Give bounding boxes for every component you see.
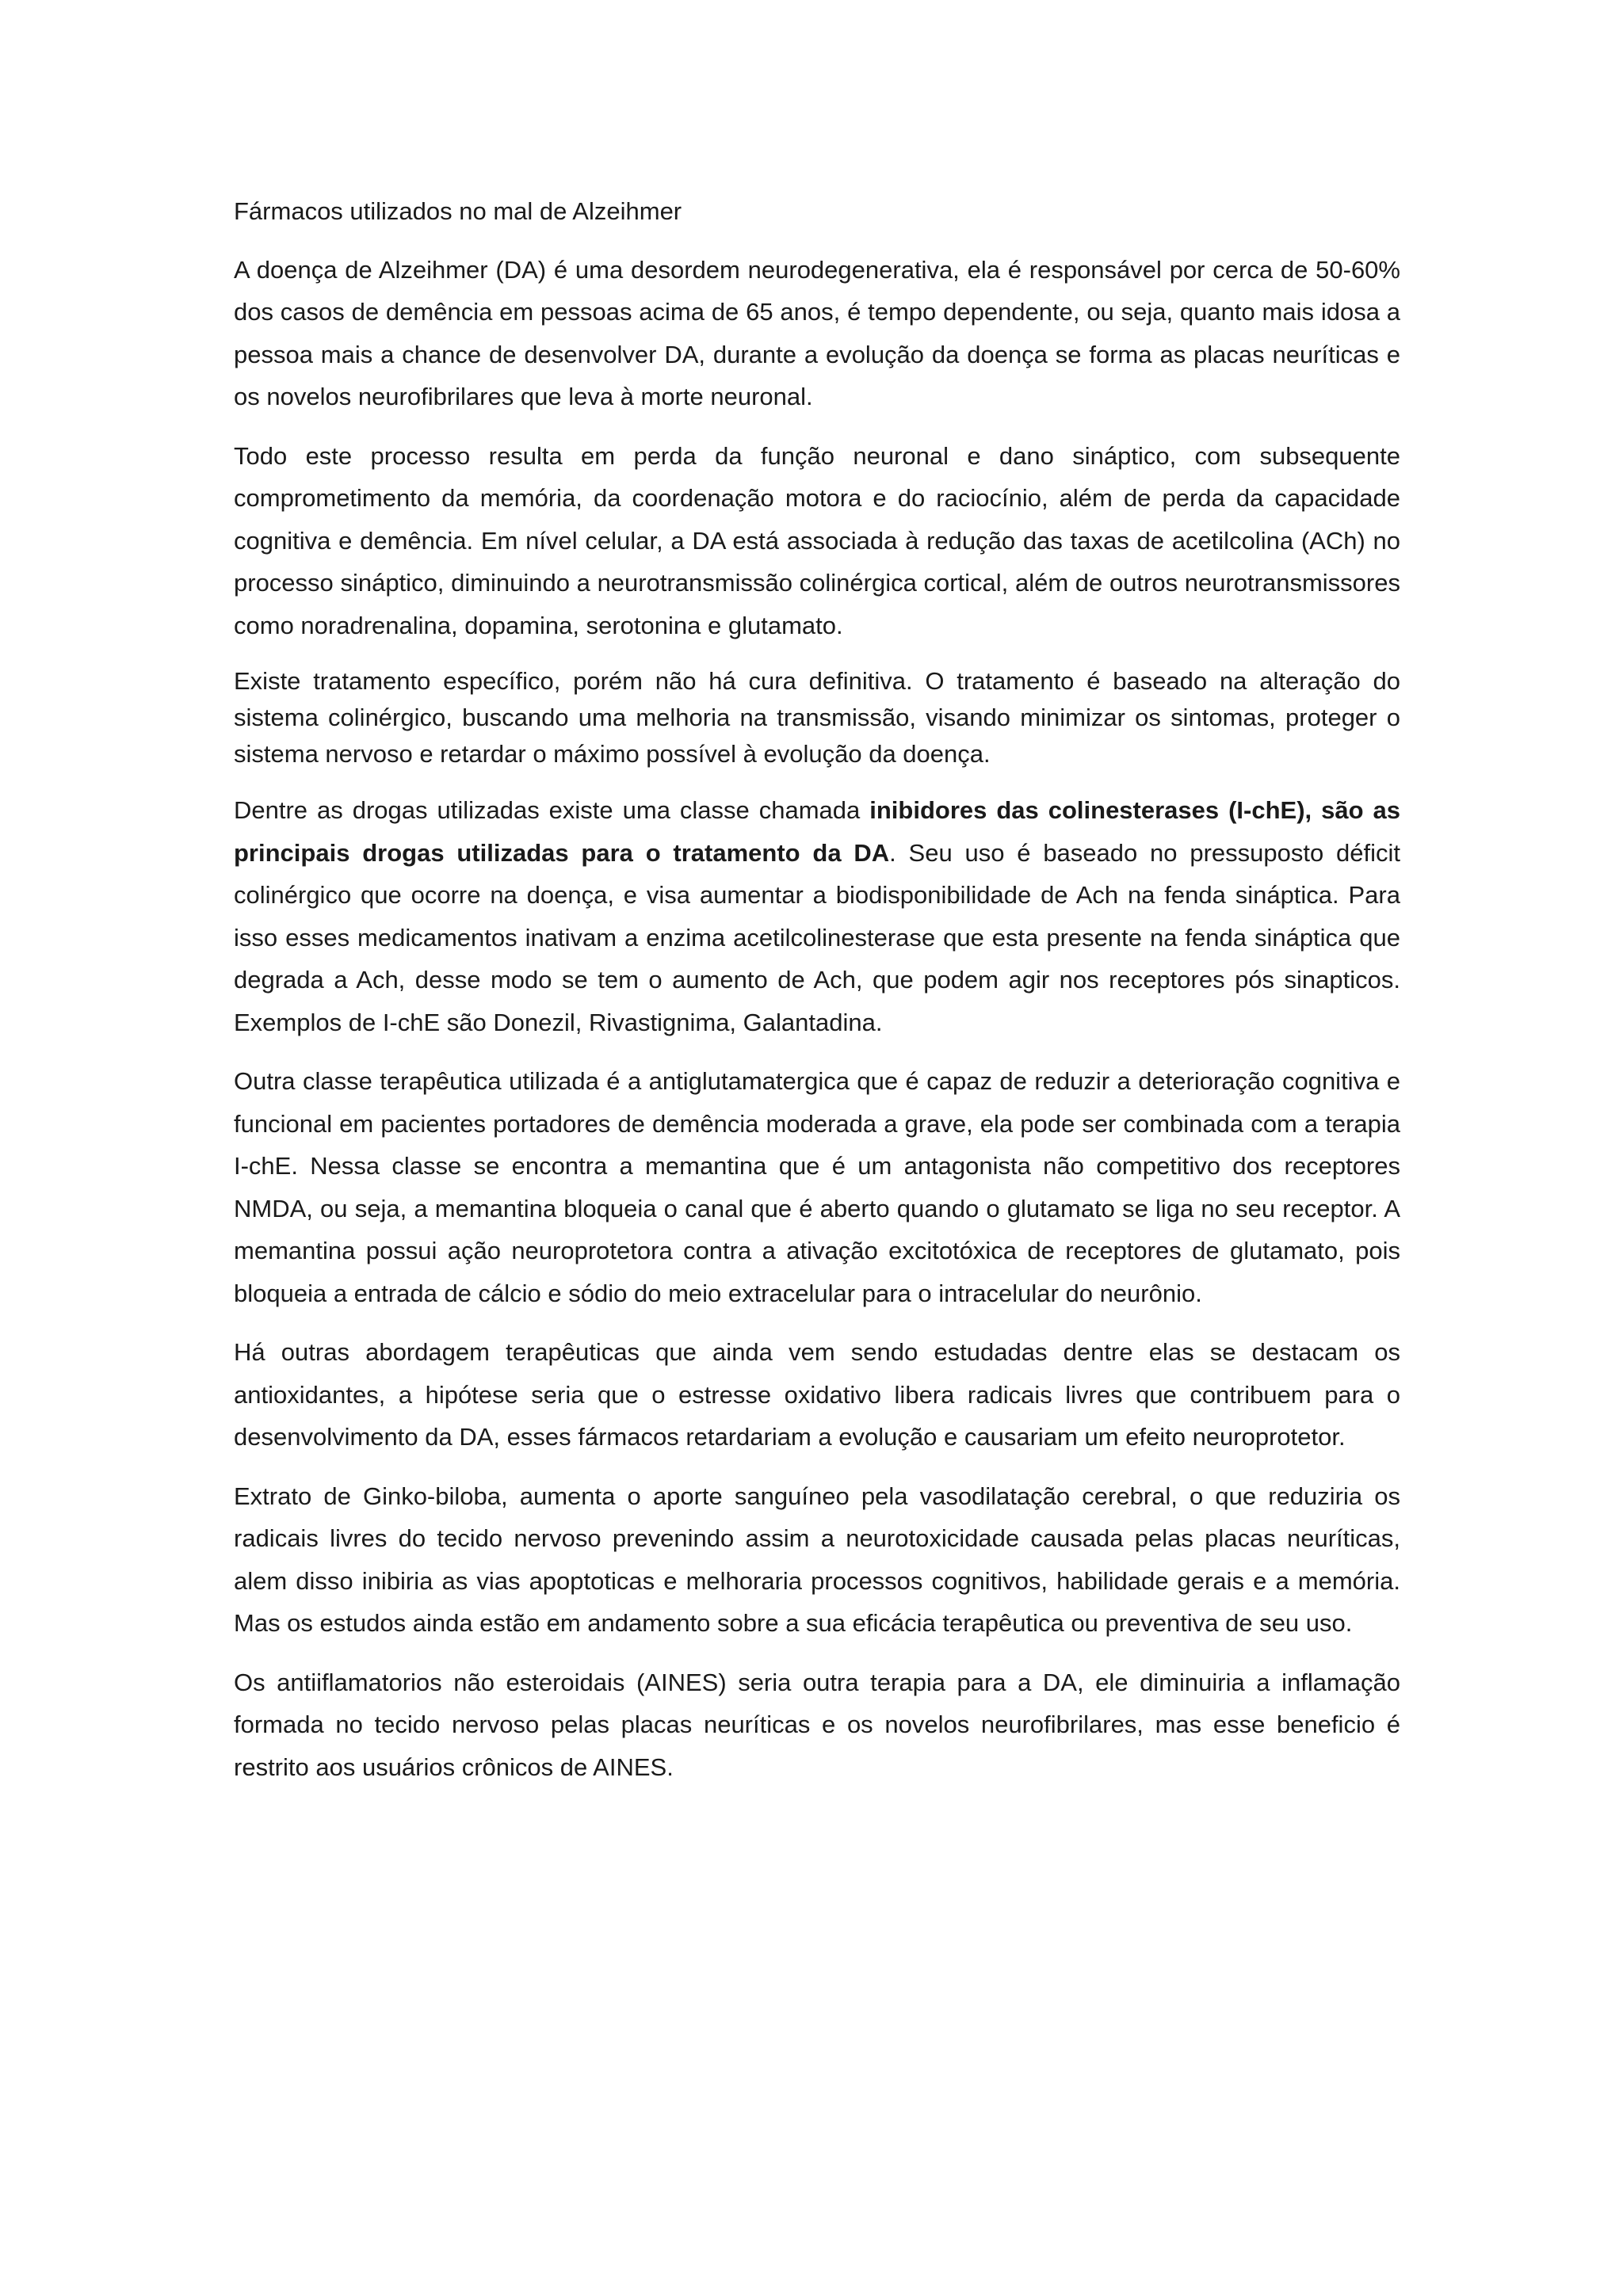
paragraph-treatment: Existe tratamento específico, porém não há cura definitiva. O tratamento é baseado na alteração do sistema colinérgico, buscando uma melhoria na transmissão, visando minimizar os sintomas, proteger o sistema nervoso e retardar o máximo possível à evolução da doença.: [234, 667, 1400, 768]
paragraph-cholinesterase-highlight: inibidores das colinesterases (I-chE), são as principais drogas utilizadas para o tratamento da DA: [234, 796, 1400, 867]
paragraph-cholinesterase-inhibitors: [234, 789, 1400, 1043]
paragraph-cholinesterase-intro: Dentre as drogas utilizadas existe uma classe chamada: [234, 796, 870, 824]
paragraph-intro: A doença de Alzeihmer (DA) é uma desordem neurodegenerativa, ela é responsável por cerca de 50-60% dos casos de demência em pessoas acima de 65 anos, é tempo dependente, ou seja, quanto mais idosa a pessoa mais a chance de desenvolver DA, durante a evolução da doença se forma as placas neuríticas e os novelos neurofibrilares que leva à morte neuronal.: [234, 255, 1400, 410]
paragraph-antioxidants: Há outras abordagem terapêuticas que ainda vem sendo estudadas dentre elas se destacam os antioxidantes, a hipótese seria que o estresse oxidativo libera radicais livres que contribuem para o desenvolvimento da DA, esses fármacos retardariam a evolução e causariam um efeito neuroprotetor.: [234, 1338, 1400, 1451]
paragraph-ginkgo-biloba: Extrato de Ginko-biloba, aumenta o aporte sanguíneo pela vasodilatação cerebral, o que reduziria os radicais livres do tecido nervoso prevenindo assim a neurotoxicidade causada pelas placas neuríticas, alem disso inibiria as vias apoptoticas e melhoraria processos cognitivos, habilidade gerais e a memória. Mas os estudos ainda estão em andamento sobre a sua eficácia terapêutica ou preventiva de seu uso.: [234, 1482, 1400, 1637]
document-body: [234, 190, 1400, 1805]
document-title: Fármacos utilizados no mal de Alzeihmer: [234, 197, 682, 225]
paragraph-process: Todo este processo resulta em perda da função neuronal e dano sináptico, com subsequente comprometimento da memória, da coordenação motora e do raciocínio, além de perda da capacidade cognitiva e demência. Em nível celular, a DA está associada à redução das taxas de acetilcolina (ACh) no processo sináptico, diminuindo a neurotransmissão colinérgica cortical, além de outros neurotransmissores como noradrenalina, dopamina, serotonina e glutamato.: [234, 441, 1400, 639]
paragraph-cholinesterase-rest: . Seu uso é baseado no pressuposto déficit colinérgico que ocorre na doença, e visa aumentar a biodisponibilidade de Ach na fenda sináptica. Para isso esses medicamentos inativam a enzima acetilcolinesterase que esta presente na fenda sináptica que degrada a Ach, desse modo se tem o aumento de Ach, que podem agir nos receptores pós sinapticos. Exemplos de I-chE são Donezil, Rivastignima, Galantadina.: [234, 838, 1400, 1036]
paragraph-nsaids: Os antiiflamatorios não esteroidais (AINES) seria outra terapia para a DA, ele diminuiria a inflamação formada no tecido nervoso pelas placas neuríticas e os novelos neurofibrilares, mas esse beneficio é restrito aos usuários crônicos de AINES.: [234, 1668, 1400, 1781]
paragraph-antiglutamatergic: Outra classe terapêutica utilizada é a antiglutamatergica que é capaz de reduzir a deterioração cognitiva e funcional em pacientes portadores de demência moderada a grave, ela pode ser combinada com a terapia I-chE. Nessa classe se encontra a memantina que é um antagonista não competitivo dos receptores NMDA, ou seja, a memantina bloqueia o canal que é aberto quando o glutamato se liga no seu receptor. A memantina possui ação neuroprotetora contra a ativação excitotóxica de receptores de glutamato, pois bloqueia a entrada de cálcio e sódio do meio extracelular para o intracelular do neurônio.: [234, 1067, 1400, 1307]
